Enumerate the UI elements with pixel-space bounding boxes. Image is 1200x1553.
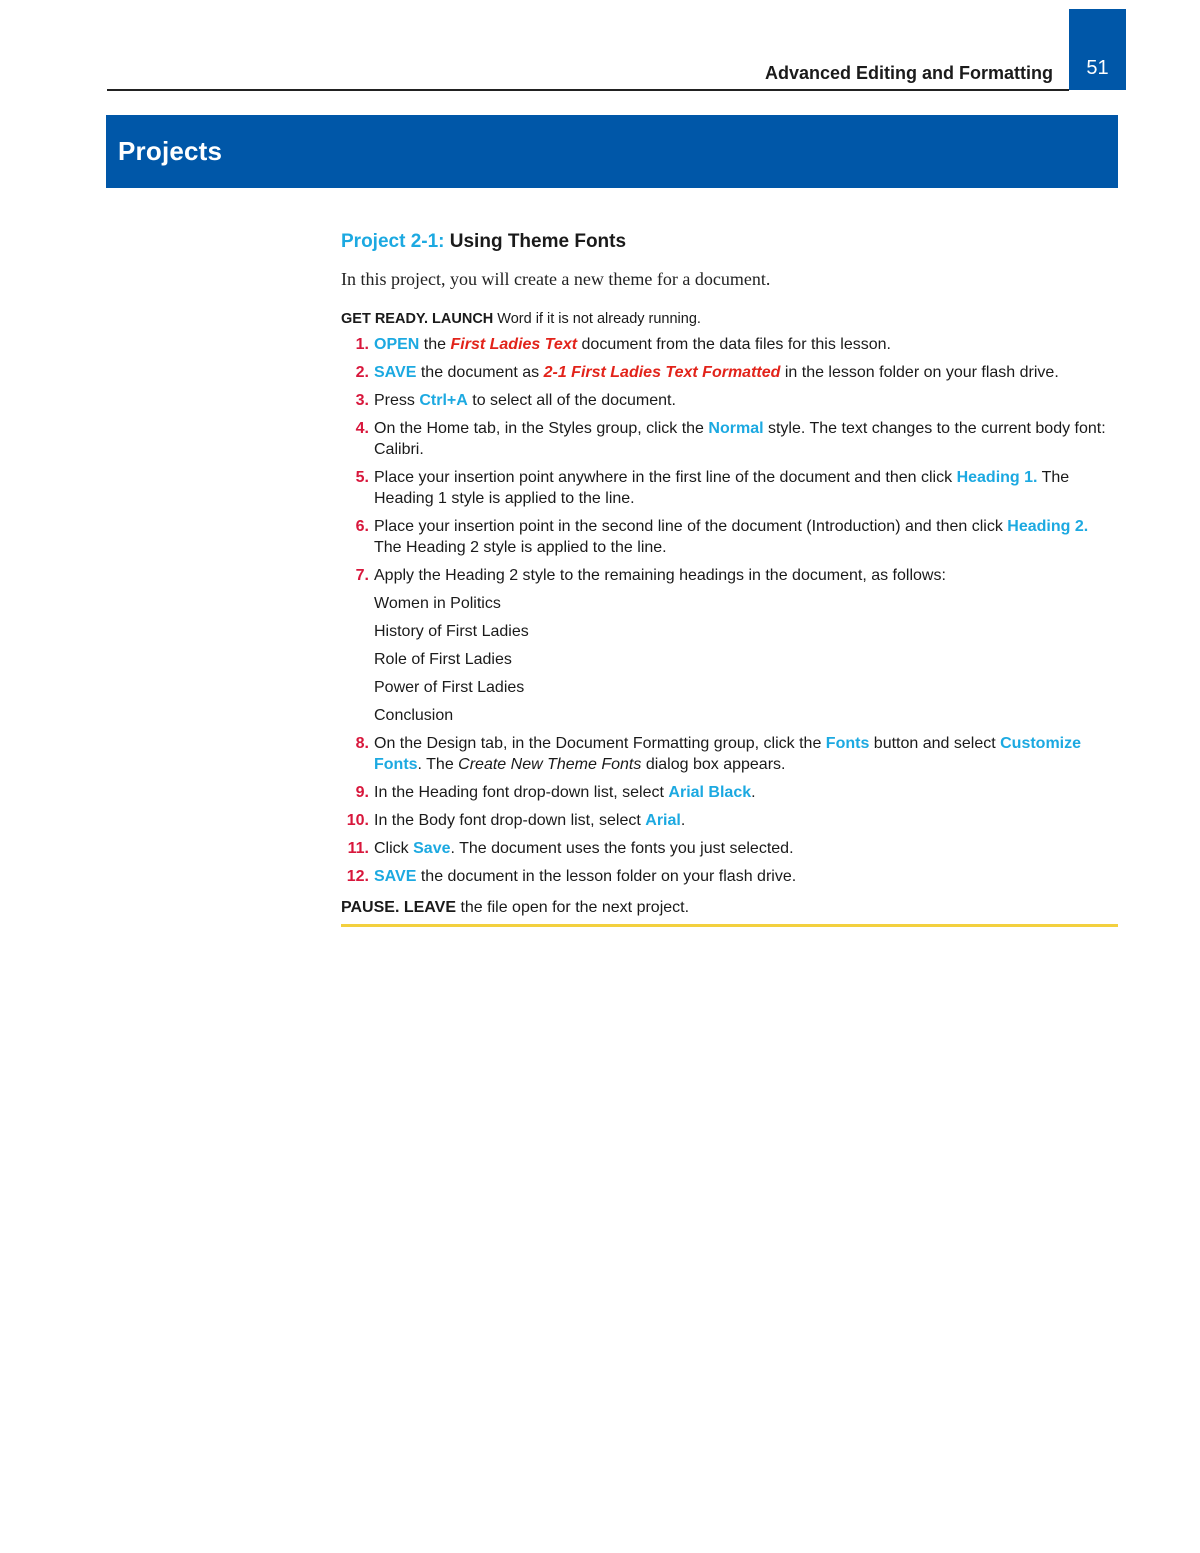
step-item (341, 733, 1118, 775)
step-text: In the Heading font drop-down list, select (374, 784, 664, 801)
page-number: 51 (1086, 57, 1109, 79)
steps-list (341, 334, 1118, 887)
step-item (341, 418, 1118, 460)
heading-list-item: History of First Ladies (374, 623, 529, 640)
step-number: 6. (355, 518, 369, 535)
step-item (341, 334, 1118, 355)
step-text: The Heading 2 style is applied to the line. (374, 539, 667, 556)
step-text: . The (417, 756, 454, 773)
step-filename: First Ladies Text (450, 336, 578, 353)
step-text: the (423, 336, 447, 353)
step-keyword: Heading 2. (1007, 518, 1089, 535)
step-number: 7. (355, 567, 369, 584)
heading-list-item: Women in Politics (374, 595, 501, 612)
step-text: Place your insertion point anywhere in the first line of the document and then click (374, 469, 953, 486)
step-number: 1. (355, 336, 369, 353)
step-text: in the lesson folder on your flash drive. (784, 364, 1059, 381)
header-rule (107, 89, 1069, 91)
step-keyword: Fonts (825, 735, 870, 752)
project-title (341, 228, 1118, 256)
step-text: to select all of the document. (472, 392, 676, 409)
pause-text: the file open for the next project. (460, 899, 690, 916)
step-keyword: Arial Black (668, 784, 752, 801)
step-item (341, 516, 1118, 558)
step-text: On the Design tab, in the Document Formatting group, click the (374, 735, 822, 752)
step-text: style. The text changes to the current body font: Calibri. (374, 420, 1106, 458)
project-intro: In this project, you will create a new theme for a document. (341, 269, 771, 289)
step-item (341, 866, 1118, 887)
step-item (341, 565, 1118, 726)
step-text: the document as (420, 364, 540, 381)
step-number: 3. (355, 392, 369, 409)
leave-lead: LEAVE (403, 899, 456, 916)
step-text: Press (374, 392, 415, 409)
pause-line (341, 897, 1118, 918)
step-item (341, 390, 1118, 411)
step-keyword: SAVE (374, 364, 417, 381)
banner-title: Projects (118, 136, 223, 166)
step-text: In the Body font drop-down list, select (374, 812, 641, 829)
section-banner (106, 115, 1118, 188)
step-text: button and select (873, 735, 996, 752)
step-text: Place your insertion point in the second line of the document (Introduction) and then click (374, 518, 1003, 535)
step-item (341, 810, 1118, 831)
project-number: Project 2-1: (341, 231, 445, 252)
step-number: 12. (346, 868, 369, 885)
heading-list (374, 593, 1118, 726)
step-number: 9. (355, 784, 369, 801)
step-number: 4. (355, 420, 369, 437)
step-text: The Heading 1 style is applied to the line. (374, 469, 1070, 507)
step-text: . (680, 812, 686, 829)
get-ready-line (341, 309, 1118, 329)
page-number-tab (1069, 9, 1126, 90)
step-item (341, 782, 1118, 803)
pause-lead: PAUSE. (341, 899, 400, 916)
get-ready-lead: GET READY. (341, 311, 429, 327)
yellow-rule (341, 924, 1118, 927)
get-ready-text: Word if it is not already running. (497, 311, 701, 327)
step-text: . (751, 784, 756, 801)
step-number: 5. (355, 469, 369, 486)
step-text: the document in the lesson folder on your flash drive. (420, 868, 797, 885)
step-number: 8. (355, 735, 369, 752)
heading-list-item: Role of First Ladies (374, 651, 512, 668)
heading-list-item: Power of First Ladies (374, 679, 525, 696)
step-text: Click (374, 840, 409, 857)
step-filename: 2-1 First Ladies Text Formatted (543, 364, 781, 381)
step-number: 10. (346, 812, 369, 829)
step-item (341, 362, 1118, 383)
step-keyword: OPEN (374, 336, 420, 353)
step-text: On the Home tab, in the Styles group, click the (374, 420, 704, 437)
step-text: dialog box appears. (645, 756, 786, 773)
step-keyword: Normal (708, 420, 764, 437)
step-text: . The document uses the fonts you just selected. (450, 840, 794, 857)
step-keyword: SAVE (374, 868, 417, 885)
step-keyword: Ctrl+A (419, 392, 468, 409)
running-title: Advanced Editing and Formatting (764, 63, 1053, 83)
step-text: document from the data files for this lesson. (581, 336, 891, 353)
step-item (341, 838, 1118, 859)
dialog-name: Create New Theme Fonts (458, 756, 642, 773)
step-keyword: Arial (645, 812, 681, 829)
step-text: Apply the Heading 2 style to the remaining headings in the document, as follows: (374, 567, 946, 584)
project-name: Using Theme Fonts (449, 231, 627, 252)
step-keyword: Customize Fonts (374, 735, 1082, 773)
step-item (341, 467, 1118, 509)
step-keyword: Save (413, 840, 451, 857)
step-number: 11. (347, 840, 369, 857)
launch-lead: LAUNCH (432, 311, 494, 327)
step-number: 2. (355, 364, 369, 381)
heading-list-item: Conclusion (374, 707, 454, 724)
step-keyword: Heading 1. (956, 469, 1038, 486)
project-content (341, 228, 1118, 927)
